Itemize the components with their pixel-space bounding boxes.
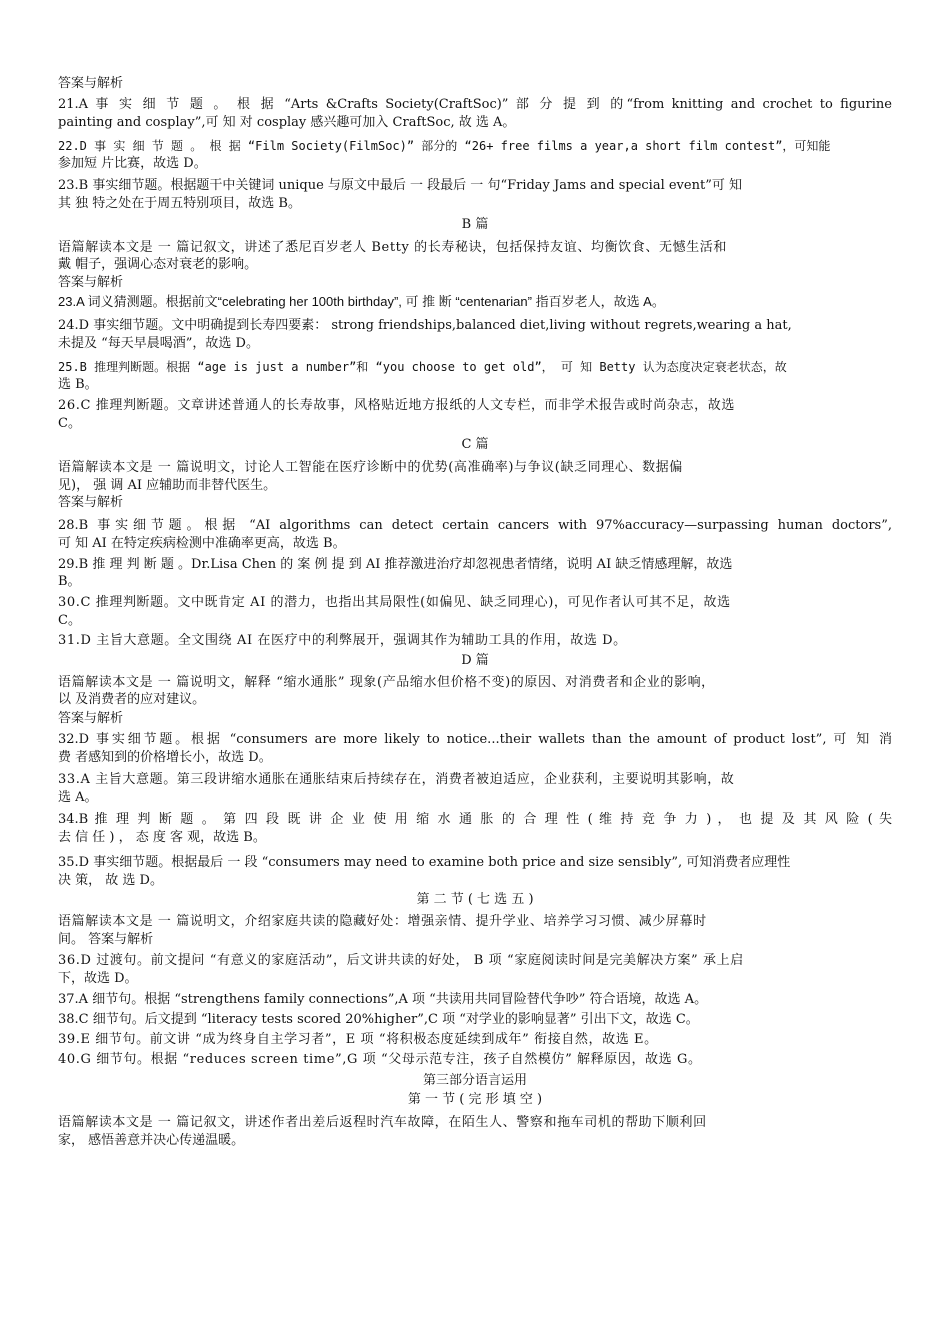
answer-line: C。 bbox=[58, 613, 81, 628]
passage-summary: 家， 感悟善意并决心传递温暖。 bbox=[58, 1133, 245, 1148]
answer-line: 选 B。 bbox=[58, 377, 98, 392]
answer-line: 36.D 过渡句。前文提问 “有意义的家庭活动”，后文讲共读的好处， B 项 “家庭阅读时间是完美解决方案” 承上启 bbox=[58, 953, 744, 968]
passage-summary: 语篇解读本文是 一 篇说明文，解释 “缩水通胀” 现象(产品缩水但价格不变)的原因、对消费者和企业的影响， bbox=[58, 675, 715, 690]
answer-line: 33.A 主旨大意题。第三段讲缩水通胀在通胀结束后持续存在，消费者被迫适应，企业获利，主要说明其影响，故 bbox=[58, 772, 735, 787]
answer-line: 32.D 事实细节题。根据 “consumers are more likely to notice...their wallets than the amount of product lost”, 可 知 消 bbox=[58, 732, 892, 747]
answer-line: 23.B 事实细节题。根据题干中关键词 unique 与原文中最后 一 段最后 一 句“Friday Jams and special event”可 知 bbox=[58, 178, 742, 193]
answer-line: B。 bbox=[58, 574, 81, 589]
answer-line: C。 bbox=[58, 416, 81, 431]
answer-line: 39.E 细节句。前文讲 “成为终身自主学习者”，E 项 “将积极态度延续到成年” 衔接自然，故选 E。 bbox=[58, 1032, 658, 1047]
answer-line: 选 A。 bbox=[58, 790, 98, 805]
passage-summary: 间。 答案与解析 bbox=[58, 932, 154, 947]
answer-line: 下，故选 D。 bbox=[58, 971, 138, 986]
section-heading: 第 一 节 ( 完 形 填 空 ) bbox=[407, 1092, 543, 1107]
section-heading: 第 二 节 ( 七 选 五 ) bbox=[416, 892, 534, 907]
answer-line: painting and cosplay”,可 知 对 cosplay 感兴趣可加入 CraftSoc, 故 选 A。 bbox=[58, 115, 516, 130]
answer-line: 38.C 细节句。后文提到 “literacy tests scored 20%higher”,C 项 “对学业的影响显著” 引出下文，故选 C。 bbox=[58, 1012, 699, 1027]
passage-summary: 见)， 强 调 AI 应辅助而非替代医生。 bbox=[58, 478, 277, 493]
answer-line: 26.C 推理判断题。文章讲述普通人的长寿故事，风格贴近地方报纸的人文专栏，而非学术报告或时尚杂志，故选 bbox=[58, 398, 735, 413]
answer-line: 决 策， 故 选 D。 bbox=[58, 873, 163, 888]
passage-summary: 语篇解读本文是 一 篇说明文，讨论人工智能在医疗诊断中的优势(高准确率)与争议(缺乏同理心、数据偏 bbox=[58, 460, 683, 475]
answer-line: 21.A 事 实 细 节 题 。 根 据 “Arts &Crafts Society(CraftSoc)” 部 分 提 到 的“from knitting and crochet to figurine bbox=[58, 97, 892, 112]
answer-line: 30.C 推理判断题。文中既肯定 AI 的潜力，也指出其局限性(如偏见、缺乏同理心)，可见作者认可其不足，故选 bbox=[58, 595, 731, 610]
answer-line: 其 独 特之处在于周五特别项目，故选 B。 bbox=[58, 196, 301, 211]
section-heading: B 篇 bbox=[461, 217, 489, 232]
part-heading: 第三部分语言运用 bbox=[422, 1073, 527, 1088]
answer-heading: 答案与解析 bbox=[58, 275, 124, 290]
answer-line: 24.D 事实细节题。文中明确提到长寿四要素： strong friendships,balanced diet,living without regrets,wearing a hat, bbox=[58, 318, 792, 333]
answer-line: 22.D 事 实 细 节 题 。 根 据 “Film Society(FilmSoc)” 部分的 “26+ free films a year,a short film contest”，可知能 bbox=[58, 139, 831, 153]
answer-heading: 答案与解析 bbox=[58, 495, 124, 510]
answer-line: 参加短 片比赛，故选 D。 bbox=[58, 156, 207, 171]
answer-line: 35.D 事实细节题。根据最后 一 段 “consumers may need to examine both price and size sensibly”, 可知消费者应理性 bbox=[58, 855, 791, 870]
answer-heading: 答案与解析 bbox=[58, 76, 124, 91]
passage-summary: 语篇解读本文是 一 篇记叙文，讲述了悉尼百岁老人 Betty 的长寿秘诀，包括保持友谊、均衡饮食、无憾生活和 bbox=[58, 240, 727, 255]
answer-line: 未提及 “每天早晨喝酒”，故选 D。 bbox=[58, 336, 259, 351]
answer-line: 40.G 细节句。根据 “reduces screen time”,G 项 “父母示范专注，孩子自然模仿” 解释原因，故选 G。 bbox=[58, 1052, 702, 1067]
answer-line: 23.A 词义猜测题。根据前文“celebrating her 100th birthday”, 可 推 断 “centenarian” 指百岁老人，故选 A。 bbox=[58, 294, 665, 309]
section-heading: D 篇 bbox=[461, 653, 489, 668]
answer-line: 25.B 推理判断题。根据 “age is just a number”和 “you choose to get old”， 可 知 Betty 认为态度决定衰老状态，故 bbox=[58, 360, 787, 374]
answer-line: 37.A 细节句。根据 “strengthens family connections”,A 项 “共读用共同冒险替代争吵” 符合语境，故选 A。 bbox=[58, 992, 708, 1007]
passage-summary: 戴 帽子，强调心态对衰老的影响。 bbox=[58, 257, 258, 272]
answer-heading: 答案与解析 bbox=[58, 711, 124, 726]
section-heading: C 篇 bbox=[461, 437, 489, 452]
passage-summary: 语篇解读本文是 一 篇记叙文，讲述作者出差后返程时汽车故障，在陌生人、警察和拖车司机的帮助下顺利回 bbox=[58, 1115, 707, 1130]
answer-line: 28.B 事实细节题。根据 “AI algorithms can detect certain cancers with 97%accuracy—surpassing human doctors”, bbox=[58, 518, 892, 533]
answer-line: 可 知 AI 在特定疾病检测中准确率更高，故选 B。 bbox=[58, 536, 346, 551]
passage-summary: 语篇解读本文是 一 篇说明文，介绍家庭共读的隐藏好处：增强亲情、提升学业、培养学习习惯、减少屏幕时 bbox=[58, 914, 707, 929]
passage-summary: 以 及消费者的应对建议。 bbox=[58, 692, 206, 707]
answer-line: 费 者感知到的价格增长小，故选 D。 bbox=[58, 750, 272, 765]
answer-line: 34.B 推 理 判 断 题 。 第 四 段 既 讲 企 业 使 用 缩 水 通 胀 的 合 理 性 ( 维 持 竞 争 力 ) ， 也 提 及 其 风 险 ( 失 bbox=[58, 812, 892, 827]
answer-line: 去 信 任 ) ， 态 度 客 观，故选 B。 bbox=[58, 830, 266, 845]
answer-line: 29.B 推 理 判 断 题 。Dr.Lisa Chen 的 案 例 提 到 AI 推荐激进治疗却忽视患者情绪，说明 AI 缺乏情感理解，故选 bbox=[58, 557, 733, 572]
answer-line: 31.D 主旨大意题。全文围绕 AI 在医疗中的利弊展开，强调其作为辅助工具的作用，故选 D。 bbox=[58, 633, 627, 648]
